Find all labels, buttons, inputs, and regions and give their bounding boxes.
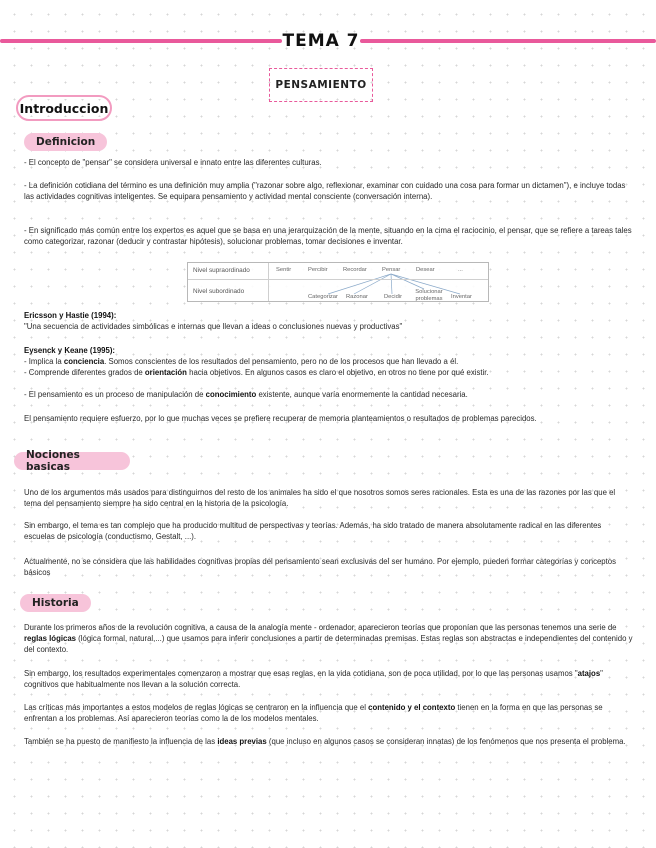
nociones-paragraph-1: Uno de los argumentos más usados para distinguirnos del resto de los animales ha sido el que nosotros somos seres racionales. Esta es una de las razones por las que el tema del pensamiento siempre ha sido central en la historia de la psicología. <box>24 488 616 508</box>
topic-title: PENSAMIENTO <box>269 68 373 102</box>
historia-paragraph-1: Durante los primeros años de la revolución cognitiva, a causa de la analogía mente - ordenador, aparecieron teorías que proponían que las personas tenemos una serie de reglas lógicas (lógica formal, natural,...) que usamos para inferir conclusiones a partir de determinadas premisas. Estas reglas son abstractas e independientes del contenido y del contexto. <box>24 623 633 654</box>
diagram-node: Pensar <box>382 267 401 273</box>
eysenck-item-3: - El pensamiento es un proceso de manipulación de conocimiento existente, aunque varía enormemente la cantidad necesaria. <box>24 390 468 399</box>
historia-paragraph-2: Sin embargo, los resultados experimentales comenzaron a mostrar que esas reglas, en la vida cotidiana, son de poca utilidad, por lo que las personas usamos "atajos" cognitivos que habitualmente nos llevan a la solución correcta. <box>24 669 603 689</box>
section-heading-historia: Historia <box>20 594 91 612</box>
definicion-paragraph-2: - La definición cotidiana del término es una definición muy amplia ("razonar sobre algo, reflexionar, examinar con cuidado una cosa para formar un dictamen"), e incluye todas las actividades cognitivas inteligentes. Se equipara pensamiento y actividad mental consciente (conversación interna). <box>24 181 626 201</box>
diagram-node: Recordar <box>343 267 367 273</box>
definicion-paragraph-1: - El concepto de "pensar" se considera universal e innato entre las diferentes culturas. <box>24 158 322 167</box>
section-heading-introduccion: Introduccion <box>16 95 112 121</box>
ericsson-quote: "Una secuencia de actividades simbólicas e internas que llevan a ideas o conclusiones nuevas y productivas" <box>24 322 403 331</box>
connector-line <box>391 274 424 289</box>
connector-line <box>391 274 392 294</box>
subheading-definicion: Definicion <box>24 133 107 151</box>
page-header <box>0 31 656 51</box>
header-rule-left <box>0 39 282 43</box>
definicion-paragraph-3: - En significado más común entre los expertos es aquel que se basa en una jerarquización de la mente, situando en la cima el raciocinio, el pensar, que se refiere a tareas tales como categorizar, razonar (deducir y contrastar hipótesis), solucionar problemas, tomar decisiones e inventar. <box>24 226 632 246</box>
historia-paragraph-3: Las críticas más importantes a estos modelos de reglas lógicas se centraron en la influencia que el contenido y el contexto tienen en la forma en que las personas se enfrentan a los problemas. Así aparecieron teorías como la de los modelos mentales. <box>24 703 603 723</box>
diagram-row-label: Nivel subordinado <box>193 288 245 295</box>
ericsson-heading: Ericsson y Hastie (1994): <box>24 311 117 320</box>
diagram-node: ... <box>458 267 463 273</box>
eysenck-heading: Eysenck y Keane (1995): <box>24 346 116 355</box>
nociones-paragraph-2: Sin embargo, el tema es tan complejo que ha producido multitud de perspectivas y teorías. Además, ha sido tratado de manera absolutamente radical en las diferentes escuelas de psicología (conductismo, Gestalt, ...). <box>24 521 602 541</box>
section-heading-nociones: Nociones basicas <box>14 452 130 470</box>
effort-paragraph: El pensamiento requiere esfuerzo, por lo que muchas veces se prefiere recuperar de memoria planteamientos o resultados de problemas parecidos. <box>24 414 537 423</box>
diagram-node: Razonar <box>346 294 368 300</box>
diagram-node: Solucionar problemas <box>415 289 443 302</box>
diagram-row-label: Nivel supraordinado <box>193 267 250 274</box>
diagram-node: Inventar <box>451 294 472 300</box>
diagram-node: Desear <box>416 267 435 273</box>
diagram-node: Categorizar <box>308 294 338 300</box>
eysenck-item-2: - Comprende diferentes grados de orientación hacia objetivos. En algunos casos es claro el objetivo, en otros no tiene por qué existir. <box>24 368 489 377</box>
nociones-paragraph-3: Actualmente, no se considera que las habilidades cognitivas propias del pensamiento sean exclusivas del ser humano. Por ejemplo, pueden formar categorías y conceptos básicos <box>24 557 617 577</box>
diagram-column-divider <box>268 263 269 301</box>
historia-paragraph-4: También se ha puesto de manifiesto la influencia de las ideas previas (que incluso en algunos casos se consideran innatas) de los fenómenos que nos presenta el problema. <box>24 737 626 746</box>
header-rule-right <box>360 39 656 43</box>
diagram-divider <box>188 279 488 280</box>
diagram-node: Decidir <box>384 294 403 300</box>
page-title: TEMA 7 <box>282 31 360 51</box>
eysenck-item-1: - Implica la conciencia. Somos conscientes de los resultados del pensamiento, pero no de los procesos que han llevado a él. <box>24 357 459 366</box>
diagram-node: Percibir <box>308 267 328 273</box>
hierarchy-diagram <box>187 262 489 302</box>
diagram-node: Sentir <box>276 267 292 273</box>
